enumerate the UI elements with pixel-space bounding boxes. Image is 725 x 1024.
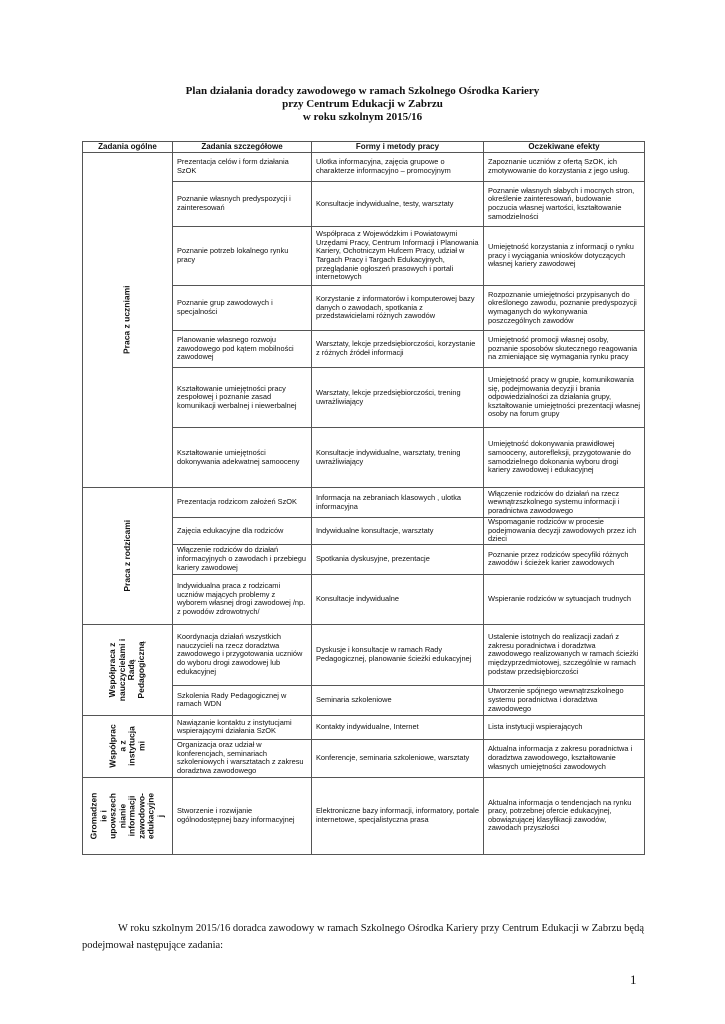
forms-methods-cell: Kontakty indywidualne, Internet [312,715,484,739]
general-task-label [108,725,146,768]
table-header-row [83,142,645,153]
detailed-task-cell: Planowanie własnego rozwoju zawodowego pod kątem mobilności zawodowej [173,331,312,368]
forms-methods-cell: Ulotka informacyjna, zajęcia grupowe o charakterze informacyjno – promocyjnym [312,153,484,182]
intro-paragraph: W roku szkolnym 2015/16 doradca zawodowy w ramach Szkolnego Ośrodka Kariery przy Centrum Edukacji w Zabrzu będą podejmował następujące zadania: [82,923,644,951]
general-task-label [89,792,165,839]
detailed-task-cell: Szkolenia Rady Pedagogicznej w ramach WDN [173,685,312,715]
forms-methods-cell: Warsztaty, lekcje przedsiębiorczości, korzystanie z różnych źródeł informacji [312,331,484,368]
detailed-task-cell: Poznanie grup zawodowych i specjalności [173,286,312,331]
expected-effects-cell: Ustalenie istotnych do realizacji zadań z zakresu poradnictwa i doradztwa zawodowego realizowanych w ramach ścieżki międzyprzedmiotowej, szczególnie w ramach podstaw przedsiębiorczości [484,624,645,685]
general-task-label-line: a z [116,740,127,752]
detailed-task-cell: Stworzenie i rozwijanie ogólnodostępnej bazy informacyjnej [173,777,312,854]
title-line-3: w roku szkolnym 2015/16 [302,111,423,123]
forms-methods-cell: Elektroniczne bazy informacji, informatory, portale internetowe, specjalistyczna prasa [312,777,484,854]
forms-methods-cell: Konsultacje indywidualne, warsztaty, trening uwrażliwiający [312,428,484,488]
table-row [83,153,645,182]
table-row [83,624,645,685]
general-task-label-line: Radą [126,659,137,681]
expected-effects-cell: Utworzenie spójnego wewnątrzszkolnego systemu poradnictwa i doradztwa zawodowego [484,685,645,715]
detailed-task-cell: Kształtowanie umiejętności pracy zespołowej i poznanie zasad komunikacji werbalnej i niewerbalnej [173,368,312,428]
general-task-label-line: nianie [116,803,127,829]
forms-methods-cell: Seminaria szkoleniowe [312,685,484,715]
detailed-task-cell: Indywidualna praca z rodzicami uczniów mających problemy z wyborem własnej drogi zawodowej /np. z powodów zdrowotnych/ [173,574,312,624]
forms-methods-cell: Informacja na zebraniach klasowych , ulotka informacyjna [312,488,484,518]
general-task-label [109,639,147,701]
detailed-task-cell: Zajęcia edukacyjne dla rodziców [173,518,312,545]
detailed-task-cell: Poznanie potrzeb lokalnego rynku pracy [173,227,312,286]
header-forms-methods: Formy i metody pracy [312,142,484,153]
general-task-label-line: zawodowo- [135,792,146,839]
forms-methods-cell: Korzystanie z informatorów i komputerowej bazy danych o zawodach, spotkania z przedstawicielami różnych zawodów [312,286,484,331]
expected-effects-cell: Wspomaganie rodziców w procesie podejmowania decyzji zawodowych przez ich dzieci [484,518,645,545]
table-row [83,715,645,739]
detailed-task-cell: Organizacja oraz udział w konferencjach, seminariach szkoleniowych i warsztatach z zakresu doradztwa zawodowego [173,739,312,777]
general-task-label [123,520,133,592]
header-general-tasks: Zadania ogólne [83,142,173,153]
general-task-label-line: Praca z uczniami [121,285,132,355]
general-task-label-line: j [154,814,165,817]
table-row [83,488,645,518]
expected-effects-cell: Poznanie przez rodziców specyfiki różnych zawodów i ścieżek karier zawodowych [484,544,645,574]
table-row [83,777,645,854]
forms-methods-cell: Konsultacje indywidualne, testy, warsztaty [312,182,484,227]
general-task-label-line: Gromadzen [88,792,99,840]
general-task-cell [83,715,173,777]
title-line-1: Plan działania doradcy zawodowego w ramach Szkolnego Ośrodka Kariery [185,85,540,97]
expected-effects-cell: Lista instytucji wspierających [484,715,645,739]
detailed-task-cell: Poznanie własnych predyspozycji i zainteresowań [173,182,312,227]
expected-effects-cell: Umiejętność pracy w grupie, komunikowania się, podejmowania decyzji i brania odpowiedzialności za działania grupy, kształtowanie umiejętności prezentacji własnej osoby na forum grupy [484,368,645,428]
detailed-task-cell: Prezentacja rodzicom założeń SzOK [173,488,312,518]
general-task-label-line: edukacyjne [145,792,156,839]
detailed-task-cell: Prezentacja celów i form działania SzOK [173,153,312,182]
detailed-task-cell: Kształtowanie umiejętności dokonywania adekwatnej samooceny [173,428,312,488]
general-task-cell [83,153,173,488]
header-detailed-tasks: Zadania szczegółowe [173,142,312,153]
expected-effects-cell: Umiejętność promocji własnej osoby, poznanie sposobów skutecznego reagowania na zmieniające się wymagania rynku pracy [484,331,645,368]
detailed-task-cell: Nawiązanie kontaktu z instytucjami wspierającymi działania SzOK [173,715,312,739]
general-task-label-line: ie i [97,809,108,822]
plan-table [82,141,645,855]
forms-methods-cell: Dyskusje i konsultacje w ramach Rady Pedagogicznej, planowanie ścieżki edukacyjnej [312,624,484,685]
expected-effects-cell: Umiejętność dokonywania prawidłowej samooceny, autorefleksji, przygotowanie do samodzielnego dokonania wyboru drogi kariery zawodowej i edukacyjnej [484,428,645,488]
page-number: 1 [630,972,637,987]
general-task-label-line: nauczycielami i [117,638,127,701]
forms-methods-cell: Indywidualne konsultacje, warsztaty [312,518,484,545]
general-task-label-line: Pedagogiczną [136,641,146,699]
document-title [0,85,725,124]
forms-methods-cell: Warsztaty, lekcje przedsiębiorczości, trening uwrażliwiający [312,368,484,428]
detailed-task-cell: Włączenie rodziców do działań informacyjnych o zawodach i przebiegu kariery zawodowej [173,544,312,574]
expected-effects-cell: Wspieranie rodziców w sytuacjach trudnych [484,574,645,624]
forms-methods-cell: Konferencje, seminaria szkoleniowe, warsztaty [312,739,484,777]
general-task-cell [83,488,173,625]
title-line-2: przy Centrum Edukacji w Zabrzu [282,98,443,110]
expected-effects-cell: Poznanie własnych słabych i mocnych stron, określenie zainteresowań, budowanie poczucia własnej wartości, kształtowanie samodzielności [484,182,645,227]
general-task-label [123,286,133,355]
general-task-label-line: Współpraca z [107,642,118,698]
expected-effects-cell: Aktualna informacja z zakresu poradnictwa i doradztwa zawodowego, kształtowanie własnych umiejętności zawodowych [484,739,645,777]
general-task-label-line: informacji [126,795,137,837]
detailed-task-cell: Koordynacja działań wszystkich nauczycieli na rzecz doradztwa zawodowego i przygotowania uczniów do wyboru drogi zawodowej lub edukacyjnej [173,624,312,685]
forms-methods-cell: Spotkania dyskusyjne, prezentacje [312,544,484,574]
forms-methods-cell: Konsultacje indywidualne [312,574,484,624]
expected-effects-cell: Umiejętność korzystania z informacji o rynku pracy i wyciągania wniosków dotyczących własnej kariery zawodowej [484,227,645,286]
expected-effects-cell: Włączenie rodziców do działań na rzecz wewnątrzszkolnego systemu informacji i poradnictwa zawodowego [484,488,645,518]
expected-effects-cell: Zapoznanie uczniów z ofertą SzOK, ich zmotywowanie do korzystania z jego usług. [484,153,645,182]
general-task-label-line: mi [135,741,146,752]
expected-effects-cell: Rozpoznanie umiejętności przypisanych do określonego zawodu, poznanie predyspozycji wymaganych do wykonywania poszczególnych zawodów [484,286,645,331]
table-body [83,153,645,855]
header-expected-effects: Oczekiwane efekty [484,142,645,153]
general-task-label-line: Współprac [107,724,118,768]
forms-methods-cell: Współpraca z Wojewódzkim i Powiatowymi Urzędami Pracy, Centrum Informacji i Planowania Kariery, Ochotniczym Hufcem Pracy, udział w Targach Pracy i Targach Edukacyjnych, przeglądanie ogłoszeń prasowych i portali internetowych [312,227,484,286]
general-task-label-line: instytucja [126,726,137,767]
expected-effects-cell: Aktualna informacja o tendencjach na rynku pracy, potrzebnej ofercie edukacyjnej, obowiązującej klasyfikacji zawodów, zawodach przyszłości [484,777,645,854]
general-task-label-line: Praca z rodzicami [121,519,132,592]
general-task-cell [83,624,173,715]
general-task-cell [83,777,173,854]
general-task-label-line: upowszech [107,792,118,839]
